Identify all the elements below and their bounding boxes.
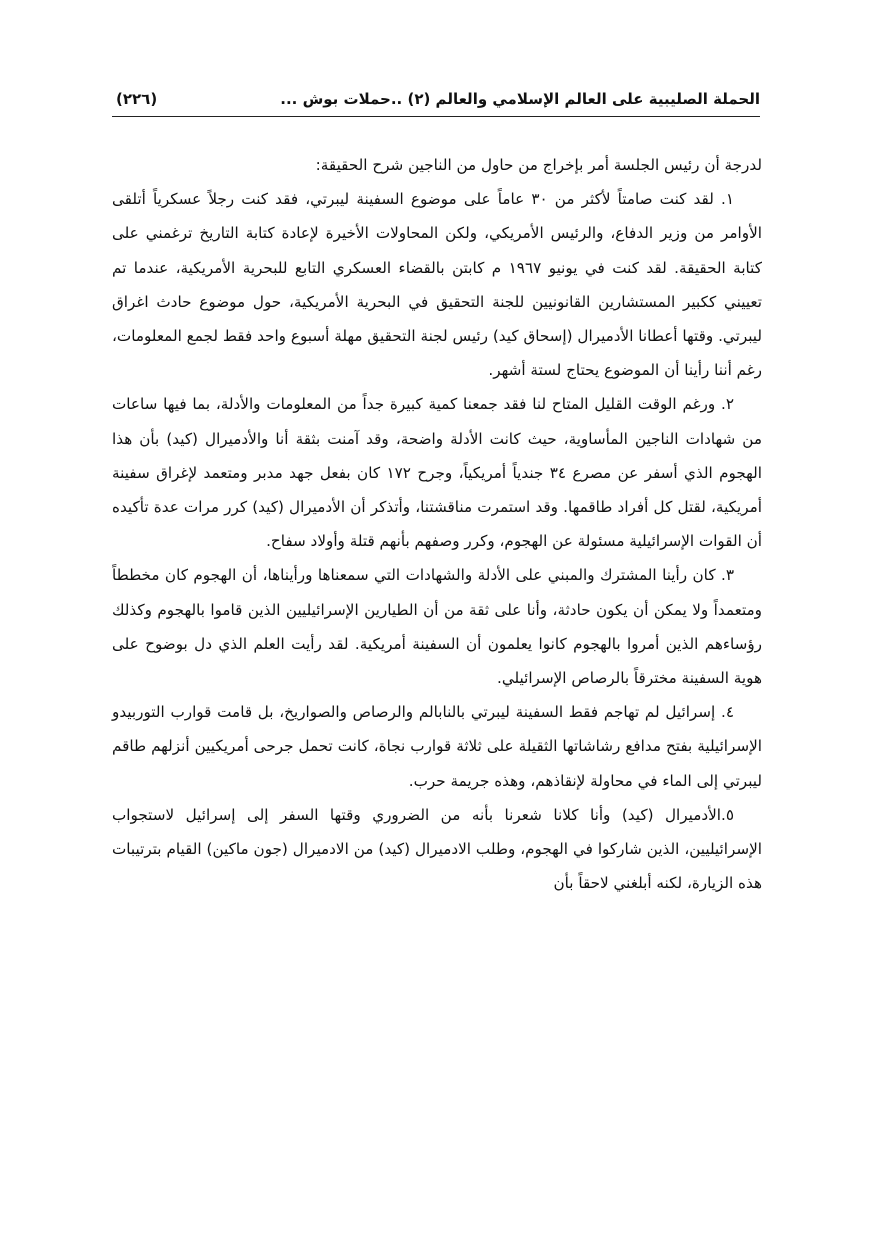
intro-paragraph: لدرجة أن رئيس الجلسة أمر بإخراج من حاول من الناجين شرح الحقيقة: (315, 156, 762, 174)
paragraph-3: ٣. كان رأينا المشترك والمبني على الأدلة والشهادات التي سمعناها ورأيناها، أن الهجوم كان مخططاً ومتعمداً ولا يمكن أن يكون حادثة، وأنا على ثقة من أن الطيارين الإسرائيليين الذين قاموا بالهجوم وكذلك رؤساءهم الذين أمروا بالهجوم كانوا يعلمون أن السفينة أمريكية. لقد رأيت العلم الذي دل بوضوح على هوية السفينة مخترقاً بالرصاص الإسرائيلي. (112, 566, 762, 688)
paragraph-2: ٢. ورغم الوقت القليل المتاح لنا فقد جمعنا كمية كبيرة جداً من المعلومات والأدلة، بما فيها ساعات من شهادات الناجين المأساوية، حيث كانت الأدلة واضحة، وقد آمنت بثقة أنا والأدميرال (كيد) بأن هذا الهجوم الذي أسفر عن مصرع ٣٤ جندياً أمريكياً، وجرح ١٧٢ كان بفعل جهد مدبر ومتعمد لإغراق سفينة أمريكية، لقتل كل أفراد طاقمها. وقد استمرت مناقشتنا، وأتذكر أن الأدميرال (كيد) كرر مرات عدة تأكيده أن القوات الإسرائيلية مسئولة عن الهجوم، وكرر وصفهم بأنهم قتلة وأولاد سفاح. (112, 395, 763, 551)
body-text (112, 148, 762, 900)
running-header (112, 86, 760, 117)
paragraph-5: ٥.الأدميرال (كيد) وأنا كلانا شعرنا بأنه من الضروري وقتها السفر إلى إسرائيل لاستجواب الإسرائيليين، الذين شاركوا في الهجوم، وطلب الادميرال (كيد) من الادميرال (جون ماكين) القيام بترتيبات هذه الزيارة، لكنه أبلغني لاحقاً بأن (112, 805, 762, 893)
paragraph-4: ٤. إسرائيل لم تهاجم فقط السفينة ليبرتي بالنابالم والرصاص والصواريخ، بل قامت قوارب التوربيدو الإسرائيلية بفتح مدافع رشاشاتها الثقيلة على ثلاثة قوارب نجاة، كانت تحمل جرحى أمريكيين أنزلهم طاقم ليبرتي إلى الماء في محاولة لإنقاذهم، وهذه جريمة حرب. (112, 703, 762, 790)
page-number: (٢٢٦) (116, 90, 158, 108)
header-title: الحملة الصليبية على العالم الإسلامي والعالم (٢) ..حملات بوش ... (280, 90, 760, 108)
paragraph-1: ١. لقد كنت صامتاً لأكثر من ٣٠ عاماً على موضوع السفينة ليبرتي، فقد كنت رجلاً عسكرياً أتلقى الأوامر من وزير الدفاع، والرئيس الأمريكي، ولكن المحاولات الأخيرة لإعادة كتابة التاريخ ترغمني على كتابة الحقيقة. لقد كنت في يونيو ١٩٦٧ م كابتن بالقضاء العسكري التابع للبحرية الأمريكية، عندما تم تعييني ككبير المستشارين القانونيين للجنة التحقيق في البحرية الأمريكية، حول موضوع حادث اغراق ليبرتي. وقتها أعطانا الأدميرال (إسحاق كيد) رئيس لجنة التحقيق مهلة أسبوع واحد فقط لجمع المعلومات، رغم أننا رأينا أن الموضوع يحتاج لستة أشهر. (112, 190, 762, 380)
